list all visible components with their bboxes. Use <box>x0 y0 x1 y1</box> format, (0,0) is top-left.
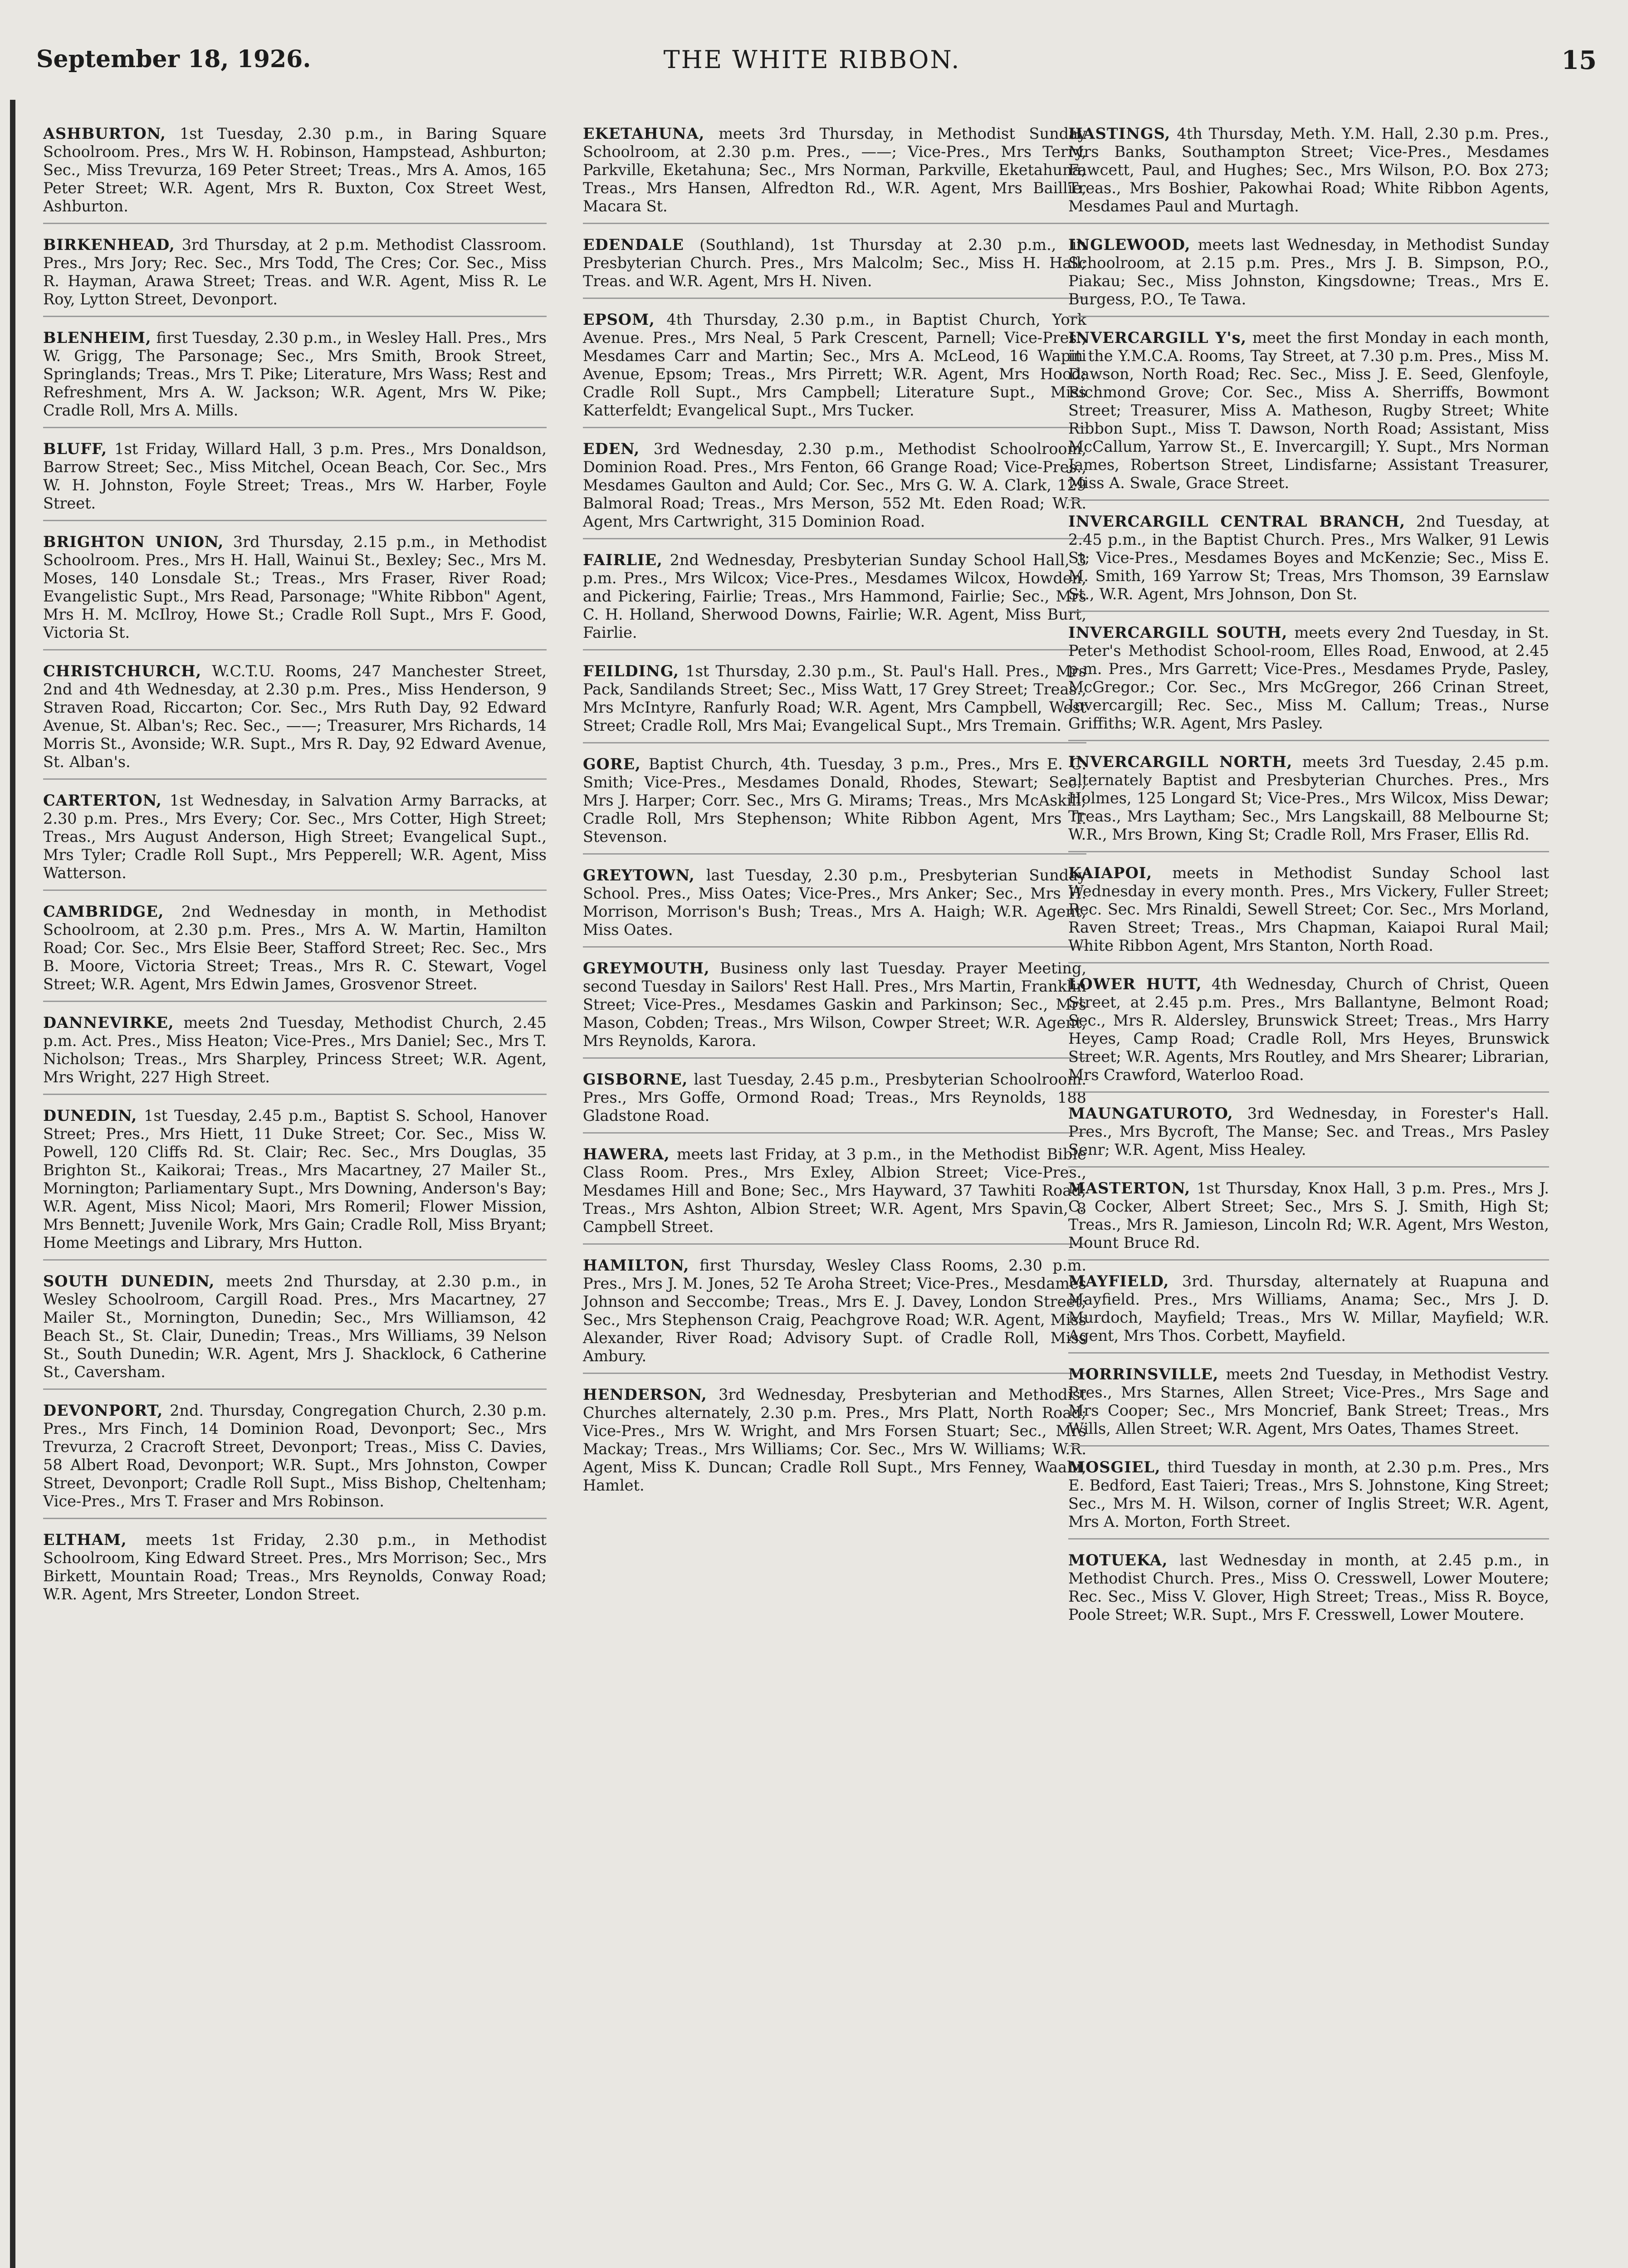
branch-entry <box>1068 125 1549 224</box>
branch-name: EPSOM, <box>583 311 655 328</box>
branch-details: meet the first Monday in each month, in the Y.M.C.A. Rooms, Tay Street, at 7.30 p.m. Pres., Miss M. Dawson, North Road; Rec. Sec., Miss J. E. Seed, Glenfoyle, Richmond Grove; Cor. Sec., Miss A. Sherriffs, Bowmont Street; Treasurer, Miss A. Matheson, Rugby Street; White Ribbon Supt., Miss T. Dawson, North Road; Assistant, Miss McCallum, Yarrow St., E. Invercargill; Y. Supt., Mrs Norman James, Robertson Street, Lindisfarne; Assistant Treasurer, Miss A. Swale, Grace Street. <box>1068 329 1549 492</box>
branch-name: MASTERTON, <box>1068 1179 1191 1197</box>
branch-details: 4th Thursday, 2.30 p.m., in Baptist Church, York Avenue. Pres., Mrs Neal, 5 Park Crescent, Parnell; Vice-Pres., Mesdames Carr and Martin; Sec., Mrs A. McLeod, 16 Wapiti Avenue, Epsom; Treas., Mrs Pirrett; W.R. Agent, Mrs Hood; Cradle Roll Supt., Mrs Campbell; Literature Supt., Miss Katterfeldt; Evangelical Supt., Mrs Tucker. <box>583 311 1086 419</box>
page-edge-rule <box>10 100 15 2268</box>
branch-entry <box>1068 513 1549 612</box>
branch-name: MAUNGATUROTO, <box>1068 1105 1233 1122</box>
branch-entry <box>583 662 1086 743</box>
branch-details: meets 1st Friday, 2.30 p.m., in Methodist Schoolroom, King Edward Street. Pres., Mrs Morrison; Sec., Mrs Birkett, Mountain Road; Treas., Mrs Reynolds, Conway Road; W.R. Agent, Mrs Streeter, London Street. <box>43 1531 547 1603</box>
branch-details: meets 3rd Thursday, in Methodist Sunday Schoolroom, at 2.30 p.m. Pres., ——; Vice-Pres., Mrs Terry, Parkville, Eketahuna; Sec., Mrs Norman, Parkville, Eketahuna; Treas., Mrs Hansen, Alfredton Rd., W.R. Agent, Mrs Baillie, Macara St. <box>583 125 1086 215</box>
branch-name: INGLEWOOD, <box>1068 236 1191 254</box>
header-page-number: 15 <box>1561 45 1597 75</box>
branch-entry <box>1068 624 1549 741</box>
branch-name: HASTINGS, <box>1068 125 1171 142</box>
column-1 <box>43 125 547 1623</box>
branch-name: GISBORNE, <box>583 1070 688 1088</box>
branch-entry <box>583 1070 1086 1134</box>
branch-name: CARTERTON, <box>43 792 162 809</box>
branch-name: KAIAPOI, <box>1068 864 1153 882</box>
column-2 <box>583 125 1086 1514</box>
branch-entry <box>1068 975 1549 1093</box>
branch-details: 3rd Thursday, 2.15 p.m., in Methodist Schoolroom. Pres., Mrs H. Hall, Wainui St., Bexley; Sec., Mrs M. Moses, 140 Lonsdale St.; Treas., Mrs Fraser, River Road; Evangelistic Supt., Mrs Read, Parsonage; "White Ribbon" Agent, Mrs H. M. McIlroy, Howe St.; Cradle Roll Supt., Mrs F. Good, Victoria St. <box>43 533 547 641</box>
branch-name: HAWERA, <box>583 1145 670 1163</box>
branch-entry <box>1068 236 1549 317</box>
branch-details: first Tuesday, 2.30 p.m., in Wesley Hall. Pres., Mrs W. Grigg, The Parsonage; Sec., Mrs Smith, Brook Street, Springlands; Treas., Mrs T. Pike; Literature, Mrs Wass; Rest and Refreshment, Mrs A. W. Jackson; W.R. Agent, Mrs W. Pike; Cradle Roll, Mrs A. Mills. <box>43 329 547 419</box>
branch-entry <box>43 792 547 891</box>
branch-details: 1st Thursday, Knox Hall, 3 p.m. Pres., Mrs J. C. Cocker, Albert Street; Sec., Mrs S. J. Smith, High St; Treas., Mrs R. Jamieson, Lincoln Rd; W.R. Agent, Mrs Weston, Mount Bruce Rd. <box>1068 1179 1549 1251</box>
branch-name: EDENDALE <box>583 236 684 254</box>
branch-name: MOSGIEL, <box>1068 1458 1161 1476</box>
branch-entry <box>1068 1105 1549 1168</box>
branch-details: 3rd Wednesday, Presbyterian and Methodist Churches alternately, 2.30 p.m. Pres., Mrs Platt, North Road; Vice-Pres., Mrs W. Wright, and Mrs Forsen Stuart; Sec., Mrs Mackay; Treas., Mrs Williams; Cor. Sec., Mrs W. Williams; W.R. Agent, Miss K. Duncan; Cradle Roll Supt., Mrs Fenney, Waahi, Hamlet. <box>583 1386 1086 1494</box>
branch-name: LOWER HUTT, <box>1068 975 1202 993</box>
branch-name: MORRINSVILLE, <box>1068 1365 1219 1383</box>
branch-name: INVERCARGILL SOUTH, <box>1068 624 1288 641</box>
branch-details: 3rd Wednesday, 2.30 p.m., Methodist Schoolroom, Dominion Road. Pres., Mrs Fenton, 66 Grange Road; Vice-Pres., Mesdames Gaulton and Auld; Cor. Sec., Mrs G. W. A. Clark, 129 Balmoral Road; Treas., Mrs Merson, 552 Mt. Eden Road; W.R. Agent, Mrs Cartwright, 315 Dominion Road. <box>583 440 1086 530</box>
branch-name: FAIRLIE, <box>583 551 663 569</box>
column-3 <box>1068 125 1549 1643</box>
branch-name: CHRISTCHURCH, <box>43 662 202 680</box>
branch-name: DANNEVIRKE, <box>43 1014 174 1031</box>
branch-details: 4th Wednesday, Church of Christ, Queen Street, at 2.45 p.m. Pres., Mrs Ballantyne, Belmont Road; Sec., Mrs R. Aldersley, Brunswick Street; Treas., Mrs Harry Heyes, Camp Road; Cradle Roll, Mrs Heyes, Brunswick Street; W.R. Agents, Mrs Routley, and Mrs Shearer; Librarian, Mrs Crawford, Waterloo Road. <box>1068 975 1549 1084</box>
branch-details: 1st Thursday, 2.30 p.m., St. Paul's Hall. Pres., Mrs Pack, Sandilands Street; Sec., Miss Watt, 17 Grey Street; Treas., Mrs McIntyre, Ranfurly Road; W.R. Agent, Mrs Campbell, West Street; Cradle Roll, Mrs Mai; Evangelical Supt., Mrs Tremain. <box>583 662 1086 734</box>
branch-entry <box>43 440 547 521</box>
branch-details: meets last Friday, at 3 p.m., in the Methodist Bible Class Room. Pres., Mrs Exley, Albion Street; Vice-Pres., Mesdames Hill and Bone; Sec., Mrs Hayward, 37 Tawhiti Road; Treas., Mrs Ashton, Albion Street; W.R. Agent, Mrs Spavin, 8 Campbell Street. <box>583 1145 1086 1236</box>
branch-details: 3rd Thursday, at 2 p.m. Methodist Classroom. Pres., Mrs Jory; Rec. Sec., Mrs Todd, The Cres; Cor. Sec., Miss R. Hayman, Arawa Street; Treas. and W.R. Agent, Miss R. Le Roy, Lytton Street, Devonport. <box>43 236 547 308</box>
branch-name: EDEN, <box>583 440 640 458</box>
branch-details: 1st Tuesday, 2.30 p.m., in Baring Square Schoolroom. Pres., Mrs W. H. Robinson, Hampstead, Ashburton; Sec., Miss Trevurza, 169 Peter Street; Treas., Mrs A. Amos, 165 Peter Street; W.R. Agent, Mrs R. Buxton, Cox Street West, Ashburton. <box>43 125 547 215</box>
branch-entry <box>583 551 1086 650</box>
branch-details: Baptist Church, 4th. Tuesday, 3 p.m., Pres., Mrs E. C. Smith; Vice-Pres., Mesdames Donald, Rhodes, Stewart; Sec., Mrs J. Harper; Corr. Sec., Mrs G. Mirams; Treas., Mrs McAskill; Cradle Roll, Mrs Stephenson; White Ribbon Agent, Mrs T. Stevenson. <box>583 755 1086 846</box>
branch-entry <box>43 1531 547 1611</box>
branch-entry <box>1068 1365 1549 1447</box>
branch-name: ELTHAM, <box>43 1531 127 1549</box>
branch-details: meets 2nd Tuesday, Methodist Church, 2.45 p.m. Act. Pres., Miss Heaton; Vice-Pres., Mrs Daniel; Sec., Mrs T. Nicholson; Treas., Mrs Sharpley, Princess Street; W.R. Agent, Mrs Wright, 227 High Street. <box>43 1014 547 1086</box>
branch-name: FEILDING, <box>583 662 679 680</box>
branch-entry <box>1068 864 1549 963</box>
header-date: September 18, 1926. <box>36 45 311 73</box>
branch-details: first Thursday, Wesley Class Rooms, 2.30 p.m. Pres., Mrs J. M. Jones, 52 Te Aroha Street; Vice-Pres., Mesdames Johnson and Seccombe; Treas., Mrs E. J. Davey, London Street; Sec., Mrs Stephenson Craig, Peachgrove Road; W.R. Agent, Miss Alexander, River Road; Advisory Supt. of Cradle Roll, Miss Ambury. <box>583 1256 1086 1365</box>
branch-details: meets last Wednesday, in Methodist Sunday Schoolroom, at 2.15 p.m. Pres., Mrs J. B. Simpson, P.O., Piakau; Sec., Miss Johnston, Kingsdowne; Treas., Mrs E. Burgess, P.O., Te Tawa. <box>1068 236 1549 308</box>
branch-details: meets 3rd Tuesday, 2.45 p.m. alternately Baptist and Presbyterian Churches. Pres., Mrs Holmes, 125 Longard St; Vice-Pres., Mrs Wilcox, Miss Dewar; Treas., Mrs Laytham; Sec., Mrs Langskaill, 88 Melbourne St; W.R., Mrs Brown, King St; Cradle Roll, Mrs Fraser, Ellis Rd. <box>1068 753 1549 843</box>
branch-entry <box>583 1256 1086 1374</box>
branch-details: third Tuesday in month, at 2.30 p.m. Pres., Mrs E. Bedford, East Taieri; Treas., Mrs S. Johnstone, King Street; Sec., Mrs M. H. Wilson, corner of Inglis Street; W.R. Agent, Mrs A. Morton, Forth Street. <box>1068 1458 1549 1530</box>
branch-entry <box>1068 1272 1549 1354</box>
branch-name: GORE, <box>583 755 641 773</box>
branch-name: BRIGHTON UNION, <box>43 533 224 551</box>
branch-entry <box>43 236 547 317</box>
branch-entry <box>583 311 1086 428</box>
branch-entry <box>583 125 1086 224</box>
branch-details: 2nd Wednesday, Presbyterian Sunday School Hall, 3 p.m. Pres., Mrs Wilcox; Vice-Pres., Mesdames Wilcox, Howden, and Pickering, Fairlie; Treas., Mrs Hammond, Fairlie; Sec., Mrs C. H. Holland, Sherwood Downs, Fairlie; W.R. Agent, Miss Burt, Fairlie. <box>583 551 1086 641</box>
branch-details: 1st Tuesday, 2.45 p.m., Baptist S. School, Hanover Street; Pres., Mrs Hiett, 11 Duke Street; Cor. Sec., Miss W. Powell, 120 Cliffs Rd. St. Clair; Rec. Sec., Mrs Douglas, 35 Brighton St., Kaikorai; Treas., Mrs Macartney, 27 Mailer St., Mornington; Parliamentary Supt., Mrs Downing, Anderson's Bay; W.R. Agent, Miss Nicol; Maori, Mrs Romeril; Flower Mission, Mrs Bennett; Juvenile Work, Mrs Gain; Cradle Roll, Miss Bryant; Home Meetings and Library, Mrs Hutton. <box>43 1107 547 1251</box>
branch-name: BLUFF, <box>43 440 108 458</box>
branch-entry <box>583 440 1086 539</box>
branch-name: DUNEDIN, <box>43 1107 137 1124</box>
branch-entry <box>43 1107 547 1261</box>
branch-entry <box>43 1402 547 1519</box>
branch-entry <box>583 755 1086 855</box>
branch-details: (Southland), 1st Thursday at 2.30 p.m., in Presbyterian Church. Pres., Mrs Malcolm; Sec., Miss H. Hall; Treas. and W.R. Agent, Mrs H. Niven. <box>583 236 1086 290</box>
branch-name: CAMBRIDGE, <box>43 903 164 920</box>
branch-entry <box>1068 1458 1549 1540</box>
branch-details: meets 2nd Thursday, at 2.30 p.m., in Wesley Schoolroom, Cargill Road. Pres., Mrs Macartney, 27 Mailer St., Mornington, Dunedin; Sec., Mrs Williamson, 42 Beach St., St. Clair, Dunedin; Treas., Mrs Williams, 39 Nelson St., South Dunedin; W.R. Agent, Mrs J. Shacklock, 6 Catherine St., Caversham. <box>43 1272 547 1381</box>
branch-details: meets 2nd Tuesday, in Methodist Vestry. Pres., Mrs Starnes, Allen Street; Vice-Pres., Mrs Sage and Mrs Cooper; Sec., Mrs Moncrief, Bank Street; Treas., Mrs Wills, Allen Street; W.R. Agent, Mrs Oates, Thames Street. <box>1068 1365 1549 1437</box>
branch-details: 2nd Tuesday, at 2.45 p.m., in the Baptist Church. Pres., Mrs Walker, 91 Lewis St; Vice-Pres., Mesdames Boyes and McKenzie; Sec., Miss E. M. Smith, 169 Yarrow St; Treas, Mrs Thomson, 39 Earnslaw St., W.R. Agent, Mrs Johnson, Don St. <box>1068 513 1549 603</box>
branch-details: Business only last Tuesday. Prayer Meeting, second Tuesday in Sailors' Rest Hall. Pres., Mrs Martin, Franklin Street; Vice-Pres., Mesdames Gaskin and Parkinson; Sec., Mrs Mason, Cobden; Treas., Mrs Wilson, Cowper Street; W.R. Agent, Mrs Reynolds, Karora. <box>583 959 1086 1050</box>
branch-entry <box>1068 1551 1549 1631</box>
branch-name: MAYFIELD, <box>1068 1272 1169 1290</box>
branch-details: W.C.T.U. Rooms, 247 Manchester Street, 2nd and 4th Wednesday, at 2.30 p.m. Pres., Miss Henderson, 9 Straven Road, Riccarton; Cor. Sec., Mrs Ruth Day, 92 Edward Avenue, St. Alban's; Rec. Sec., ——; Treasurer, Mrs Richards, 14 Morris St., Avonside; W.R. Supt., Mrs R. Day, 92 Edward Avenue, St. Alban's. <box>43 662 547 771</box>
branch-name: SOUTH DUNEDIN, <box>43 1272 215 1290</box>
branch-name: INVERCARGILL NORTH, <box>1068 753 1293 771</box>
branch-entry <box>43 1014 547 1095</box>
branch-entry <box>43 662 547 780</box>
branch-name: GREYTOWN, <box>583 866 695 884</box>
page-header <box>27 41 1597 95</box>
branch-entry <box>1068 329 1549 501</box>
branch-entry <box>43 1272 547 1390</box>
branch-entry <box>43 903 547 1002</box>
branch-entry <box>583 236 1086 299</box>
branch-name: DEVONPORT, <box>43 1402 163 1419</box>
branch-details: last Tuesday, 2.30 p.m., Presbyterian Sunday School. Pres., Miss Oates; Vice-Pres., Mrs Anker; Sec., Mrs H. Morrison, Morrison's Bush; Treas., Mrs A. Haigh; W.R. Agent, Miss Oates. <box>583 866 1086 938</box>
branch-entry <box>43 125 547 224</box>
branch-entry <box>1068 1179 1549 1261</box>
branch-details: 3rd Wednesday, in Forester's Hall. Pres., Mrs Bycroft, The Manse; Sec. and Treas., Mrs Pasley Senr; W.R. Agent, Miss Healey. <box>1068 1105 1549 1158</box>
branch-details: 3rd. Thursday, alternately at Ruapuna and Mayfield. Pres., Mrs Williams, Anama; Sec., Mrs J. D. Murdoch, Mayfield; Treas., Mrs W. Millar, Mayfield; W.R. Agent, Mrs Thos. Corbett, Mayfield. <box>1068 1272 1549 1344</box>
branch-entry <box>583 959 1086 1059</box>
branch-name: MOTUEKA, <box>1068 1551 1168 1569</box>
branch-name: BLENHEIM, <box>43 329 152 347</box>
branch-name: HAMILTON, <box>583 1256 689 1274</box>
branch-details: last Wednesday in month, at 2.45 p.m., in Methodist Church. Pres., Miss O. Cresswell, Lower Moutere; Rec. Sec., Miss V. Glover, High Street; Treas., Miss R. Boyce, Poole Street; W.R. Supt., Mrs F. Cresswell, Lower Moutere. <box>1068 1551 1549 1623</box>
branch-name: EKETAHUNA, <box>583 125 705 142</box>
branch-details: 2nd. Thursday, Congregation Church, 2.30 p.m. Pres., Mrs Finch, 14 Dominion Road, Devonport; Sec., Mrs Trevurza, 2 Cracroft Street, Devonport; Treas., Miss C. Davies, 58 Albert Road, Devonport; W.R. Supt., Mrs Johnston, Cowper Street, Devonport; Cradle Roll Supt., Miss Bishop, Cheltenham; Vice-Pres., Mrs T. Fraser and Mrs Robinson. <box>43 1402 547 1510</box>
branch-entry <box>43 329 547 428</box>
header-title: THE WHITE RIBBON. <box>663 45 961 74</box>
branch-name: BIRKENHEAD, <box>43 236 175 254</box>
branch-details: meets in Methodist Sunday School last Wednesday in every month. Pres., Mrs Vickery, Fuller Street; Rec. Sec. Mrs Rinaldi, Sewell Street; Cor. Sec., Mrs Morland, Raven Street; Treas., Mrs Chapman, Kaiapoi Rural Mail; White Ribbon Agent, Mrs Stanton, North Road. <box>1068 864 1549 954</box>
branch-name: INVERCARGILL Y's, <box>1068 329 1247 347</box>
branch-details: 4th Thursday, Meth. Y.M. Hall, 2.30 p.m. Pres., Mrs Banks, Southampton Street; Vice-Pres., Mesdames Fawcett, Paul, and Hughes; Sec., Mrs Wilson, P.O. Box 273; Treas., Mrs Boshier, Pakowhai Road; White Ribbon Agents, Mesdames Paul and Murtagh. <box>1068 125 1549 215</box>
branch-entry <box>43 533 547 650</box>
branch-entry <box>583 1386 1086 1502</box>
branch-entry <box>583 866 1086 948</box>
branch-entry <box>1068 753 1549 852</box>
branch-details: 1st Wednesday, in Salvation Army Barracks, at 2.30 p.m. Pres., Mrs Every; Cor. Sec., Mrs Cotter, High Street; Treas., Mrs August Anderson, High Street; Evangelical Supt., Mrs Tyler; Cradle Roll Supt., Mrs Pepperell; W.R. Agent, Miss Watterson. <box>43 792 547 882</box>
branch-details: 2nd Wednesday in month, in Methodist Schoolroom, at 2.30 p.m. Pres., Mrs A. W. Martin, Hamilton Road; Cor. Sec., Mrs Elsie Beer, Stafford Street; Rec. Sec., Mrs B. Moore, Victoria Street; Treas., Mrs R. C. Stewart, Vogel Street; W.R. Agent, Mrs Edwin James, Grosvenor Street. <box>43 903 547 993</box>
branch-name: GREYMOUTH, <box>583 959 710 977</box>
branch-name: HENDERSON, <box>583 1386 707 1403</box>
branch-name: INVERCARGILL CENTRAL BRANCH, <box>1068 513 1406 530</box>
branch-name: ASHBURTON, <box>43 125 166 142</box>
branch-details: meets every 2nd Tuesday, in St. Peter's Methodist School-room, Elles Road, Enwood, at 2.45 p.m. Pres., Mrs Garrett; Vice-Pres., Mesdames Pryde, Pasley, McGregor.; Cor. Sec., Mrs McGregor, 266 Crinan Street, Invercargill; Rec. Sec., Miss M. Callum; Treas., Nurse Griffiths; W.R. Agent, Mrs Pasley. <box>1068 624 1549 732</box>
branch-details: 1st Friday, Willard Hall, 3 p.m. Pres., Mrs Donaldson, Barrow Street; Sec., Miss Mitchel, Ocean Beach, Cor. Sec., Mrs W. H. Johnston, Foyle Street; Treas., Mrs W. Harber, Foyle Street. <box>43 440 547 512</box>
branch-details: last Tuesday, 2.45 p.m., Presbyterian Schoolroom. Pres., Mrs Goffe, Ormond Road; Treas., Mrs Reynolds, 188 Gladstone Road. <box>583 1070 1086 1124</box>
branch-entry <box>583 1145 1086 1245</box>
